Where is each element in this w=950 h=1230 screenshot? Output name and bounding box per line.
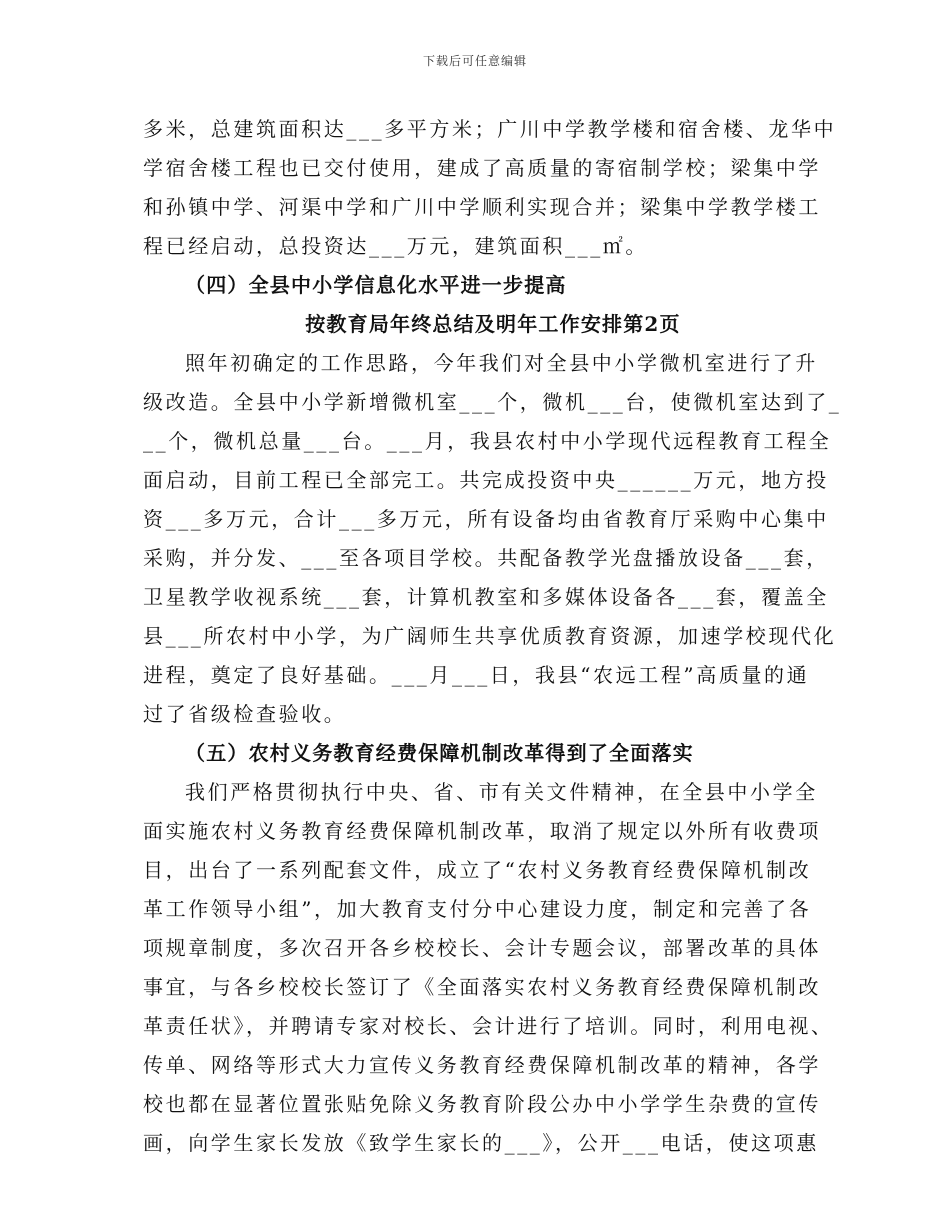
body-line: 校也都在显著位置张贴免除义务教育阶段公办中小学学生杂费的宣传 (143, 1092, 821, 1116)
body-line: 革工作领导小组”，加大教育支付分中心建设力度，制定和完善了各 (143, 897, 812, 921)
body-line: 面实施农村义务教育经费保障机制改革，取消了规定以外所有收费项 (143, 819, 821, 843)
paragraph-first-line: 照年初确定的工作思路，今年我们对全县中小学微机室进行了升 (185, 351, 818, 375)
section-heading-5: （五）农村义务教育经费保障机制改革得到了全面落实 (185, 741, 694, 765)
body-line: 学宿舍楼工程也已交付使用，建成了高质量的寄宿制学校；梁集中学 (143, 156, 821, 180)
body-line: 传单、网络等形式大力宣传义务教育经费保障机制改革的精神，各学 (143, 1053, 821, 1077)
page-title: 按教育局年终总结及明年工作安排第2页 (305, 312, 681, 336)
body-line: 卫星教学收视系统___套，计算机教室和多媒体设备各___套，覆盖全 (143, 585, 829, 609)
body-line: __个，微机总量___台。___月，我县农村中小学现代远程教育工程全 (143, 429, 832, 453)
paragraph-first-line: 我们严格贯彻执行中央、省、市有关文件精神，在全县中小学全 (185, 780, 818, 804)
body-line: 采购，并分发、___至各项目学校。共配备教学光盘播放设备___套， (143, 546, 829, 570)
document-body (143, 110, 842, 1163)
body-line: 画，向学生家长发放《致学生家长的___》，公开___电话，使这项惠 (143, 1131, 819, 1155)
body-line: 面启动，目前工程已全部完工。共完成投资中央______万元，地方投 (143, 468, 829, 492)
body-line: 资___多万元，合计___多万元，所有设备均由省教育厅采购中心集中 (143, 507, 829, 531)
body-line: 过了省级检查验收。 (143, 702, 347, 726)
section-heading-4: （四）全县中小学信息化水平进一步提高 (185, 273, 567, 297)
body-line: 目，出台了一系列配套文件，成立了“农村义务教育经费保障机制改 (143, 858, 812, 882)
body-line: 程已经启动，总投资达___万元，建筑面积___㎡。 (143, 234, 648, 258)
body-line: 革责任状》，并聘请专家对校长、会计进行了培训。同时，利用电视、 (143, 1014, 834, 1038)
body-line: 和孙镇中学、河渠中学和广川中学顺利实现合并；梁集中学教学楼工 (143, 195, 821, 219)
body-line: 事宜，与各乡校校长签订了《全面落实农村义务教育经费保障机制改 (143, 975, 821, 999)
body-line: 项规章制度，多次召开各乡校校长、会计专题会议，部署改革的具体 (143, 936, 821, 960)
body-line: 多米，总建筑面积达___多平方米；广川中学教学楼和宿舍楼、龙华中 (143, 117, 837, 141)
body-line: 县___所农村中小学，为广阔师生共享优质教育资源，加速学校现代化 (143, 624, 837, 648)
body-line: 进程，奠定了良好基础。___月___日，我县“农远工程”高质量的通 (143, 663, 810, 687)
page-header: 下载后可任意编辑 (422, 54, 527, 68)
body-line: 级改造。全县中小学新增微机室___个，微机___台，使微机室达到了_ (143, 390, 842, 414)
